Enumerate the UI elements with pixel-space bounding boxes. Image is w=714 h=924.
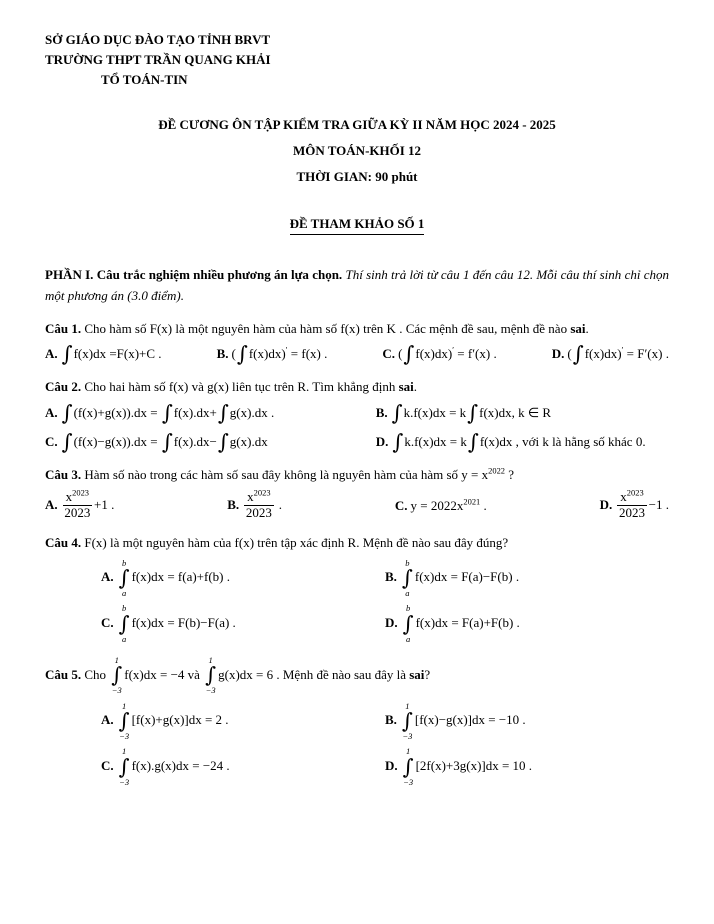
option-label: C.: [394, 497, 408, 513]
option-label: A.: [45, 404, 58, 420]
option-label: B.: [375, 404, 388, 420]
integral-sign: ∫: [61, 400, 73, 425]
question-stem: Câu 5. Cho 1 ∫ −3 f(x)dx = −4 và 1 ∫ −3 g(x)dx = 6 . Mệnh đề nào sau đây là sai?: [45, 654, 431, 696]
part1-heading: PHẦN I. Câu trắc nghiệm nhiều phương án lựa chọn.: [45, 267, 343, 283]
option-B: [385, 702, 669, 742]
question-stem: Câu 3. Hàm số nào trong các hàm số sau đây không là nguyên hàm của hàm số $y = x^{2022}$ ?: [45, 465, 515, 482]
option-content: b ∫ a f(x)dx = F(b)−F(a) .: [118, 603, 236, 644]
integral-sign: ∫: [61, 429, 73, 454]
integral-sign: ∫: [161, 400, 173, 425]
integral-with-limits: 1 ∫ −3: [118, 700, 130, 741]
option-label: D.: [375, 433, 389, 449]
answer-options: [45, 344, 669, 365]
option-C: [382, 344, 496, 365]
integral-with-limits: 1 ∫ −3: [401, 700, 413, 741]
integral-with-limits: 1 ∫ −3: [205, 654, 217, 696]
integral-sign: ∫: [392, 429, 404, 454]
question-number-label: Câu 3.: [45, 466, 82, 482]
answer-options: [45, 487, 669, 521]
option-label: A.: [101, 569, 114, 585]
option-label: B.: [216, 346, 229, 362]
integral-sign: ∫: [161, 429, 173, 454]
integral-with-limits: 1 ∫ −3: [111, 654, 123, 696]
option-content: 1 ∫ −3 [2f(x)+3g(x)]dx = 10 .: [402, 746, 533, 787]
org-group: TỔ TOÁN-TIN: [101, 72, 188, 88]
option-content: ∫k.f(x)dx = k∫f(x)dx , với k là hằng số khác 0.: [392, 429, 646, 454]
exam-title-block: [45, 112, 669, 190]
option-content: $\frac{x^{2023}}{2023}$ −1 .: [618, 487, 669, 521]
option-content: (∫f(x)dx)′ = F′(x) .: [567, 342, 669, 367]
integral-sign: ∫: [61, 342, 73, 367]
option-label: D.: [551, 346, 565, 362]
option-content: b ∫ a f(x)dx = F(a)+F(b) .: [402, 603, 520, 644]
option-content: 1 ∫ −3 f(x).g(x)dx = −24 .: [118, 746, 230, 787]
answer-options: [45, 702, 669, 787]
option-C: [45, 429, 376, 454]
option-content: 1 ∫ −3 [f(x)−g(x)]dx = −10 .: [401, 700, 526, 741]
option-C: [395, 498, 487, 514]
answer-options: [45, 400, 669, 454]
option-D: [599, 487, 669, 521]
integral-with-limits: b ∫ a: [118, 603, 130, 644]
option-A: [101, 559, 385, 599]
option-D: [385, 747, 669, 787]
option-label: C.: [101, 758, 114, 774]
option-label: A.: [45, 346, 58, 362]
option-label: D.: [385, 758, 398, 774]
option-D: [375, 429, 669, 454]
option-content: b ∫ a f(x)dx = F(a)−F(b) .: [401, 557, 520, 598]
exam-label-wrap: [45, 216, 669, 235]
integral-with-limits: b ∫ a: [118, 557, 130, 598]
option-content: b ∫ a f(x)dx = f(a)+f(b) .: [118, 557, 230, 598]
option-content: (∫f(x)dx)′ = f′(x) .: [398, 342, 497, 367]
integral-sign: ∫: [217, 400, 229, 425]
option-B: [217, 344, 328, 365]
integral-sign: ∫: [391, 400, 403, 425]
exam-reference-label: ĐỀ THAM KHẢO SỐ 1: [290, 216, 425, 235]
option-label: A.: [45, 496, 58, 512]
exam-title-line2: MÔN TOÁN-KHỐI 12: [292, 143, 422, 159]
integral-with-limits: 1 ∫ −3: [402, 746, 414, 787]
integral-sign: ∫: [467, 400, 479, 425]
integral-with-limits: b ∫ a: [402, 603, 414, 644]
option-content: ∫(f(x)−g(x)).dx = ∫f(x).dx−∫g(x).dx: [61, 429, 268, 454]
option-C: [101, 747, 385, 787]
question-1: [45, 319, 669, 366]
integral-sign: ∫: [467, 429, 479, 454]
option-content: $\frac{x^{2023}}{2023}$ .: [245, 487, 283, 521]
question-stem: Câu 1. Cho hàm số F(x) là một nguyên hàm của hàm số f(x) trên K . Các mệnh đề sau, mệnh đề nào sai.: [45, 320, 589, 336]
integral-sign: ∫: [217, 429, 229, 454]
questions-list: [45, 319, 669, 787]
option-content: 1 ∫ −3 [f(x)+g(x)]dx = 2 .: [118, 700, 229, 741]
option-content: (∫f(x)dx)′ = f(x) .: [231, 342, 328, 367]
option-label: B.: [227, 496, 240, 512]
option-A: [45, 344, 162, 365]
fraction: $\frac{x^{2023}}{2023}$: [64, 487, 91, 521]
option-label: D.: [599, 496, 613, 512]
option-content: ∫f(x)dx =F(x)+C .: [61, 342, 162, 367]
option-label: B.: [385, 569, 397, 585]
option-D: [552, 344, 669, 365]
part1-instructions: Thí sinh trả lời từ câu 1 đến câu 12. Mỗi câu thí sinh chỉ chọn một phương án (3.0 điểm).: [45, 267, 669, 303]
question-4: [45, 533, 669, 644]
org-school: TRƯỜNG THPT TRẦN QUANG KHẢI: [45, 52, 271, 68]
question-number-label: Câu 1.: [45, 320, 82, 336]
option-label: C.: [45, 433, 58, 449]
question-number-label: Câu 2.: [45, 379, 82, 395]
integral-sign: ∫: [403, 342, 415, 367]
option-D: [385, 604, 669, 644]
option-content: $y = 2022x^{2021}$ .: [410, 496, 487, 513]
option-A: [101, 702, 385, 742]
question-stem: Câu 4. F(x) là một nguyên hàm của f(x) trên tập xác định R. Mệnh đề nào sau đây đúng?: [45, 535, 509, 551]
answer-options: [45, 559, 669, 644]
option-label: D.: [385, 615, 398, 631]
question-number-label: Câu 5.: [45, 666, 82, 682]
integral-sign: ∫: [236, 342, 248, 367]
org-header: [45, 30, 669, 90]
integral-with-limits: 1 ∫ −3: [118, 746, 130, 787]
option-label: C.: [101, 615, 114, 631]
option-B: [385, 559, 669, 599]
question-3: [45, 465, 669, 521]
integral-with-limits: b ∫ a: [401, 557, 413, 598]
exam-title-line1: ĐỀ CƯƠNG ÔN TẬP KIỂM TRA GIỮA KỲ II NĂM HỌC 2024 - 2025: [158, 117, 556, 133]
question-stem: Câu 2. Cho hai hàm số f(x) và g(x) liên tục trên R. Tìm khẳng định sai.: [45, 379, 418, 395]
option-C: [101, 604, 385, 644]
option-label: A.: [101, 712, 114, 728]
exam-title-line3: THỜI GIAN: 90 phút: [296, 169, 418, 185]
option-B: [227, 487, 283, 521]
option-label: B.: [385, 712, 397, 728]
question-2: [45, 377, 669, 453]
integral-sign: ∫: [572, 342, 584, 367]
option-A: [45, 400, 376, 425]
part1-intro: [45, 265, 669, 305]
question-number-label: Câu 4.: [45, 535, 82, 551]
option-content: $\frac{x^{2023}}{2023}$ +1 .: [64, 487, 115, 521]
option-A: [45, 487, 115, 521]
fraction: $\frac{x^{2023}}{2023}$: [618, 487, 645, 521]
option-label: C.: [382, 346, 396, 362]
org-department: SỞ GIÁO DỤC ĐÀO TẠO TỈNH BRVT: [45, 32, 271, 47]
fraction: $\frac{x^{2023}}{2023}$: [245, 487, 272, 521]
option-content: ∫(f(x)+g(x)).dx = ∫f(x).dx+∫g(x).dx .: [61, 400, 275, 425]
option-B: [375, 400, 669, 425]
option-content: ∫k.f(x)dx = k∫f(x)dx, k ∈ R: [391, 400, 552, 425]
question-5: [45, 656, 669, 787]
